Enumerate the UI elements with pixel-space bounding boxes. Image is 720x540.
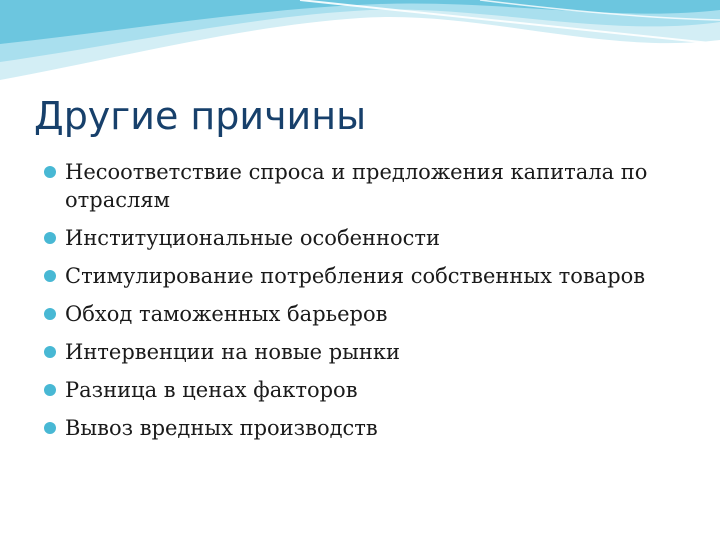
- bullet-item: [44, 300, 684, 328]
- bullet-dot-icon: [44, 166, 56, 178]
- bullet-dot-icon: [44, 308, 56, 320]
- bullet-item: [44, 224, 684, 252]
- bullet-item: [44, 158, 684, 214]
- bullet-item: [44, 262, 684, 290]
- bullet-text: Институциональные особенности: [65, 226, 441, 250]
- bullet-dot-icon: [44, 270, 56, 282]
- bullet-dot-icon: [44, 384, 56, 396]
- bullet-item: [44, 414, 684, 442]
- bullet-dot-icon: [44, 232, 56, 244]
- bullet-dot-icon: [44, 422, 56, 434]
- bullet-text: Вывоз вредных производств: [65, 416, 378, 440]
- bullet-text: Разница в ценах факторов: [65, 378, 358, 402]
- bullet-item: [44, 376, 684, 404]
- bullet-text: Несоответствие спроса и предложения капитала по отраслям: [65, 160, 648, 212]
- bullet-text: Интервенции на новые рынки: [65, 340, 400, 364]
- bullet-dot-icon: [44, 346, 56, 358]
- slide-title: Другие причины: [34, 94, 367, 138]
- bullet-list: [44, 158, 684, 452]
- bullet-text: Обход таможенных барьеров: [65, 302, 388, 326]
- bullet-item: [44, 338, 684, 366]
- bullet-text: Стимулирование потребления собственных товаров: [65, 264, 646, 288]
